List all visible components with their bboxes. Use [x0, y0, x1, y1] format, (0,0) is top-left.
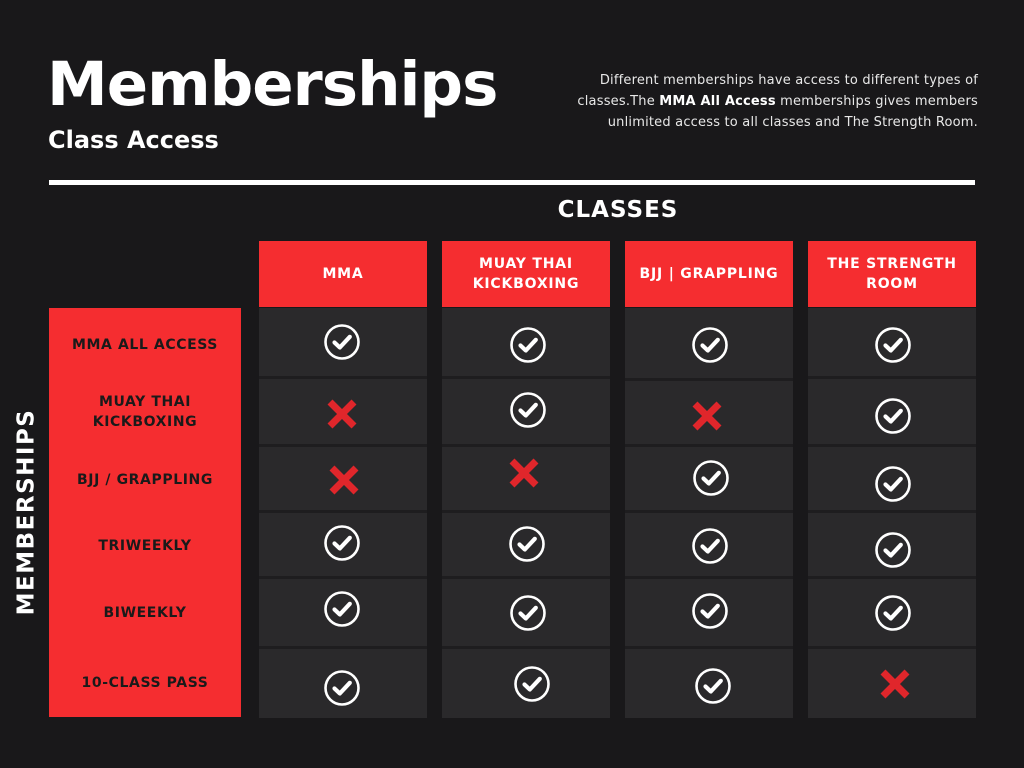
column-header: BJJ | GRAPPLING [625, 241, 793, 307]
description-line-2-prefix: classes.The [577, 94, 660, 109]
membership-row-label: BIWEEKLY [103, 605, 187, 621]
check-circle-icon [691, 592, 729, 630]
description-line-3: unlimited access to all classes and The Strength Room. [607, 115, 978, 130]
membership-row-label: 10-CLASS PASS [81, 675, 209, 691]
check-circle-icon [509, 594, 547, 632]
membership-labels-panel [49, 308, 241, 717]
row-separator [442, 646, 610, 649]
row-separator [442, 444, 610, 447]
check-circle-icon [509, 391, 547, 429]
row-separator [808, 444, 976, 447]
column-body [808, 308, 976, 718]
row-separator [259, 510, 427, 513]
row-separator [625, 576, 793, 579]
page-title: Memberships [47, 49, 498, 120]
row-separator [259, 376, 427, 379]
x-mark-icon [688, 397, 726, 435]
classes-heading: CLASSES [557, 197, 679, 223]
description-line-1: Different memberships have access to different types of [599, 73, 978, 88]
check-circle-icon [694, 667, 732, 705]
check-circle-icon [323, 323, 361, 361]
x-mark-icon [325, 461, 363, 499]
check-circle-icon [691, 326, 729, 364]
column-body [259, 308, 427, 718]
check-circle-icon [508, 525, 546, 563]
column-header: THE STRENGTH ROOM [808, 241, 976, 307]
row-separator [808, 510, 976, 513]
description-highlight: MMA All Access [659, 94, 776, 109]
column-body [625, 308, 793, 718]
check-circle-icon [874, 397, 912, 435]
check-circle-icon [874, 531, 912, 569]
check-circle-icon [874, 594, 912, 632]
row-separator [442, 376, 610, 379]
column-body [442, 308, 610, 718]
membership-row-label: MMA ALL ACCESS [71, 337, 218, 353]
column-header: MUAY THAI KICKBOXING [442, 241, 610, 307]
column-header: MMA [259, 241, 427, 307]
row-separator [259, 576, 427, 579]
x-mark-icon [323, 395, 361, 433]
membership-row-label: TRIWEEKLY [98, 538, 192, 554]
check-circle-icon [692, 459, 730, 497]
membership-row-label: BJJ / GRAPPLING [77, 472, 213, 488]
row-separator [625, 510, 793, 513]
check-circle-icon [874, 465, 912, 503]
row-separator [259, 646, 427, 649]
membership-row-label: MUAY THAI KICKBOXING [92, 394, 198, 430]
check-circle-icon [509, 326, 547, 364]
row-separator [442, 510, 610, 513]
memberships-heading: MEMBERSHIPS [13, 408, 40, 616]
row-separator [442, 576, 610, 579]
row-separator [625, 646, 793, 649]
row-separator [808, 376, 976, 379]
header-divider [49, 180, 975, 185]
description-line-2-suffix: memberships gives members [775, 94, 978, 109]
row-separator [625, 444, 793, 447]
row-separator [625, 378, 793, 381]
row-separator [808, 646, 976, 649]
row-separator [808, 576, 976, 579]
page-subtitle: Class Access [48, 126, 219, 154]
description-text [538, 70, 978, 133]
check-circle-icon [323, 524, 361, 562]
x-mark-icon [876, 665, 914, 703]
check-circle-icon [323, 590, 361, 628]
check-circle-icon [513, 665, 551, 703]
check-circle-icon [874, 326, 912, 364]
x-mark-icon [505, 454, 543, 492]
row-separator [259, 444, 427, 447]
check-circle-icon [323, 669, 361, 707]
check-circle-icon [691, 527, 729, 565]
